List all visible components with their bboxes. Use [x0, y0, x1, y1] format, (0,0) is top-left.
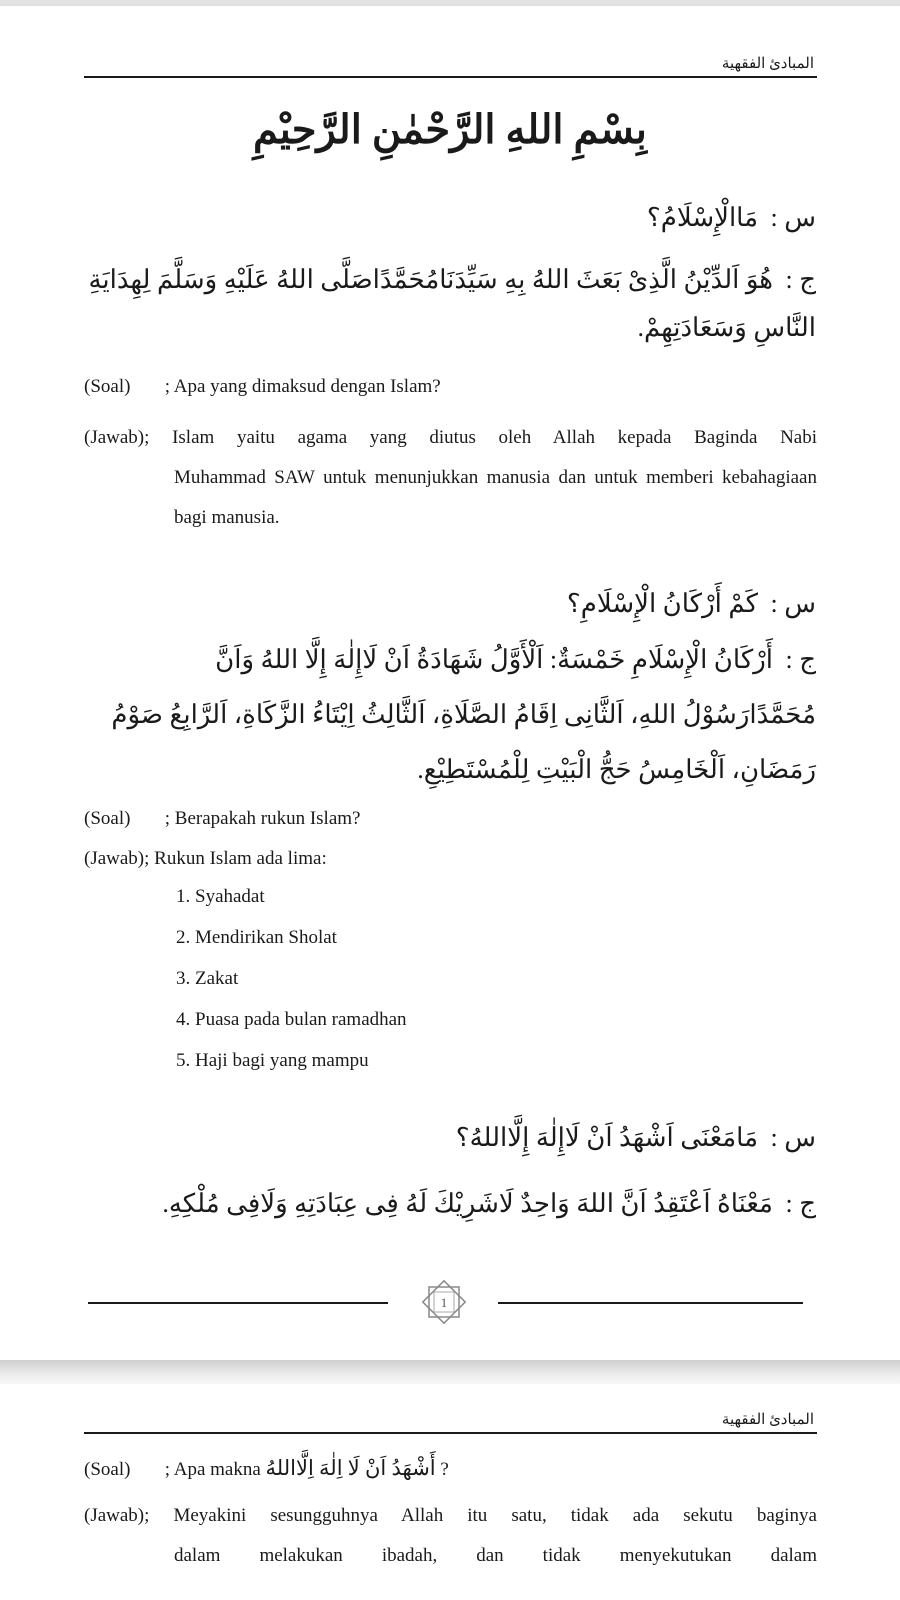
question-2-arabic	[83, 580, 816, 628]
basmala: بِسْمِ اللهِ الرَّحْمٰنِ الرَّحِيْمِ	[253, 107, 647, 152]
answer-2-arabic	[83, 632, 816, 797]
question-1-arabic	[83, 194, 816, 242]
jawab-tag: (Jawab);	[84, 1505, 150, 1526]
answer-label: ج :	[785, 645, 816, 674]
question-1-latin	[84, 372, 817, 401]
jawab-tag: (Jawab);	[84, 848, 150, 869]
soal-tag: (Soal)	[84, 1459, 131, 1480]
footer-rule-right	[498, 1302, 803, 1304]
list-item: 4. Puasa pada bulan ramadhan	[176, 1009, 407, 1030]
answer-1-arabic	[83, 256, 816, 352]
answer-rest: Muhammad SAW untuk menunjukkan manusia dan untuk memberi kebahagiaan bagi manusia.	[174, 467, 817, 528]
rukun-list	[176, 876, 407, 1081]
question-label: س :	[770, 203, 816, 232]
running-header: المبادئ الفقهية	[721, 1412, 814, 1428]
question-prefix: ; Apa makna	[164, 1459, 261, 1480]
list-item: 2. Mendirikan Sholat	[176, 927, 337, 948]
question-3-arabic	[83, 1114, 816, 1162]
question-suffix: ?	[440, 1459, 449, 1480]
answer-text: مَعْنَاهُ اَعْتَقِدُ اَنَّ اللهَ وَاحِدٌ لَاشَرِيْكَ لَهُ فِى عِبَادَتِهِ وَلَافِى مُلْكِهِ.	[162, 1189, 773, 1218]
header-rule	[84, 1432, 817, 1434]
soal-tag: (Soal)	[84, 376, 131, 397]
answer-2-latin	[84, 844, 817, 873]
question-2-latin	[84, 804, 817, 833]
header-rule	[84, 76, 817, 78]
page-separator	[0, 1360, 900, 1384]
answer-text: Rukun Islam ada lima:	[154, 848, 327, 869]
question-4-latin	[84, 1448, 817, 1490]
question-label: س :	[770, 1123, 816, 1152]
list-item: 1. Syahadat	[176, 886, 265, 907]
running-header: المبادئ الفقهية	[721, 56, 814, 72]
footer-rule-left	[88, 1302, 388, 1304]
list-item: 5. Haji bagi yang mampu	[176, 1050, 369, 1071]
question-label: س :	[770, 589, 816, 618]
answer-label: ج :	[785, 1189, 816, 1218]
answer-1-latin	[84, 418, 817, 538]
answer-4-latin	[84, 1496, 817, 1576]
question-arabic: أَشْهَدُ اَنْ لَا اِلٰهَ اِلَّااللهُ	[265, 1456, 436, 1480]
answer-text: أَرْكَانُ الْإِسْلَامِ خَمْسَةٌ: اَلْأَوَّلُ شَهَادَةُ اَنْ لَاإِلٰهَ إِلَّا اللهُ وَاَنَّ مُحَمَّدًارَسُوْلُ اللهِ، اَلثَّانِى اِقَامُ الصَّلَاةِ، اَلثَّالِثُ اِيْتَاءُ الزَّكَاةِ، اَلرَّابِعُ صَوْمُ رَمَضَانِ، اَلْخَامِسُ حَجُّ الْبَيْتِ لِلْمُسْتَطِيْعِ.	[111, 645, 816, 784]
page-number-ornament-icon	[418, 1276, 470, 1328]
answer-3-arabic	[83, 1180, 816, 1228]
answer-text: هُوَ اَلدِّيْنُ الَّذِىْ بَعَثَ اللهُ بِهِ سَيِّدَنَامُحَمَّدًاصَلَّى اللهُ عَلَيْهِ وَسَلَّمَ لِهِدَايَةِ النَّاسِ وَسَعَادَتِهِمْ.	[88, 265, 816, 342]
answer-rest: dalam melakukan ibadah, dan tidak menyekutukan dalam	[174, 1545, 817, 1566]
soal-tag: (Soal)	[84, 808, 131, 829]
answer-label: ج :	[785, 265, 816, 294]
jawab-tag: (Jawab);	[84, 427, 150, 448]
question-text: مَاالْإِسْلَامُ؟	[646, 203, 759, 232]
question-text: ; Berapakah rukun Islam?	[164, 808, 361, 829]
question-text: ; Apa yang dimaksud dengan Islam?	[164, 376, 441, 397]
answer-line-1: Meyakini sesungguhnya Allah itu satu, tidak ada sekutu baginya	[173, 1505, 817, 1526]
list-item: 3. Zakat	[176, 968, 239, 989]
answer-line-1: Islam yaitu agama yang diutus oleh Allah kepada Baginda Nabi	[172, 427, 818, 448]
page-number: 1	[440, 1295, 448, 1310]
question-text: مَامَعْنَى اَشْهَدُ اَنْ لَاإِلٰهَ إِلَّااللهُ؟	[455, 1123, 759, 1152]
question-text: كَمْ أَرْكَانُ الْإِسْلَامِ؟	[566, 589, 759, 618]
page-2	[0, 1384, 900, 1600]
